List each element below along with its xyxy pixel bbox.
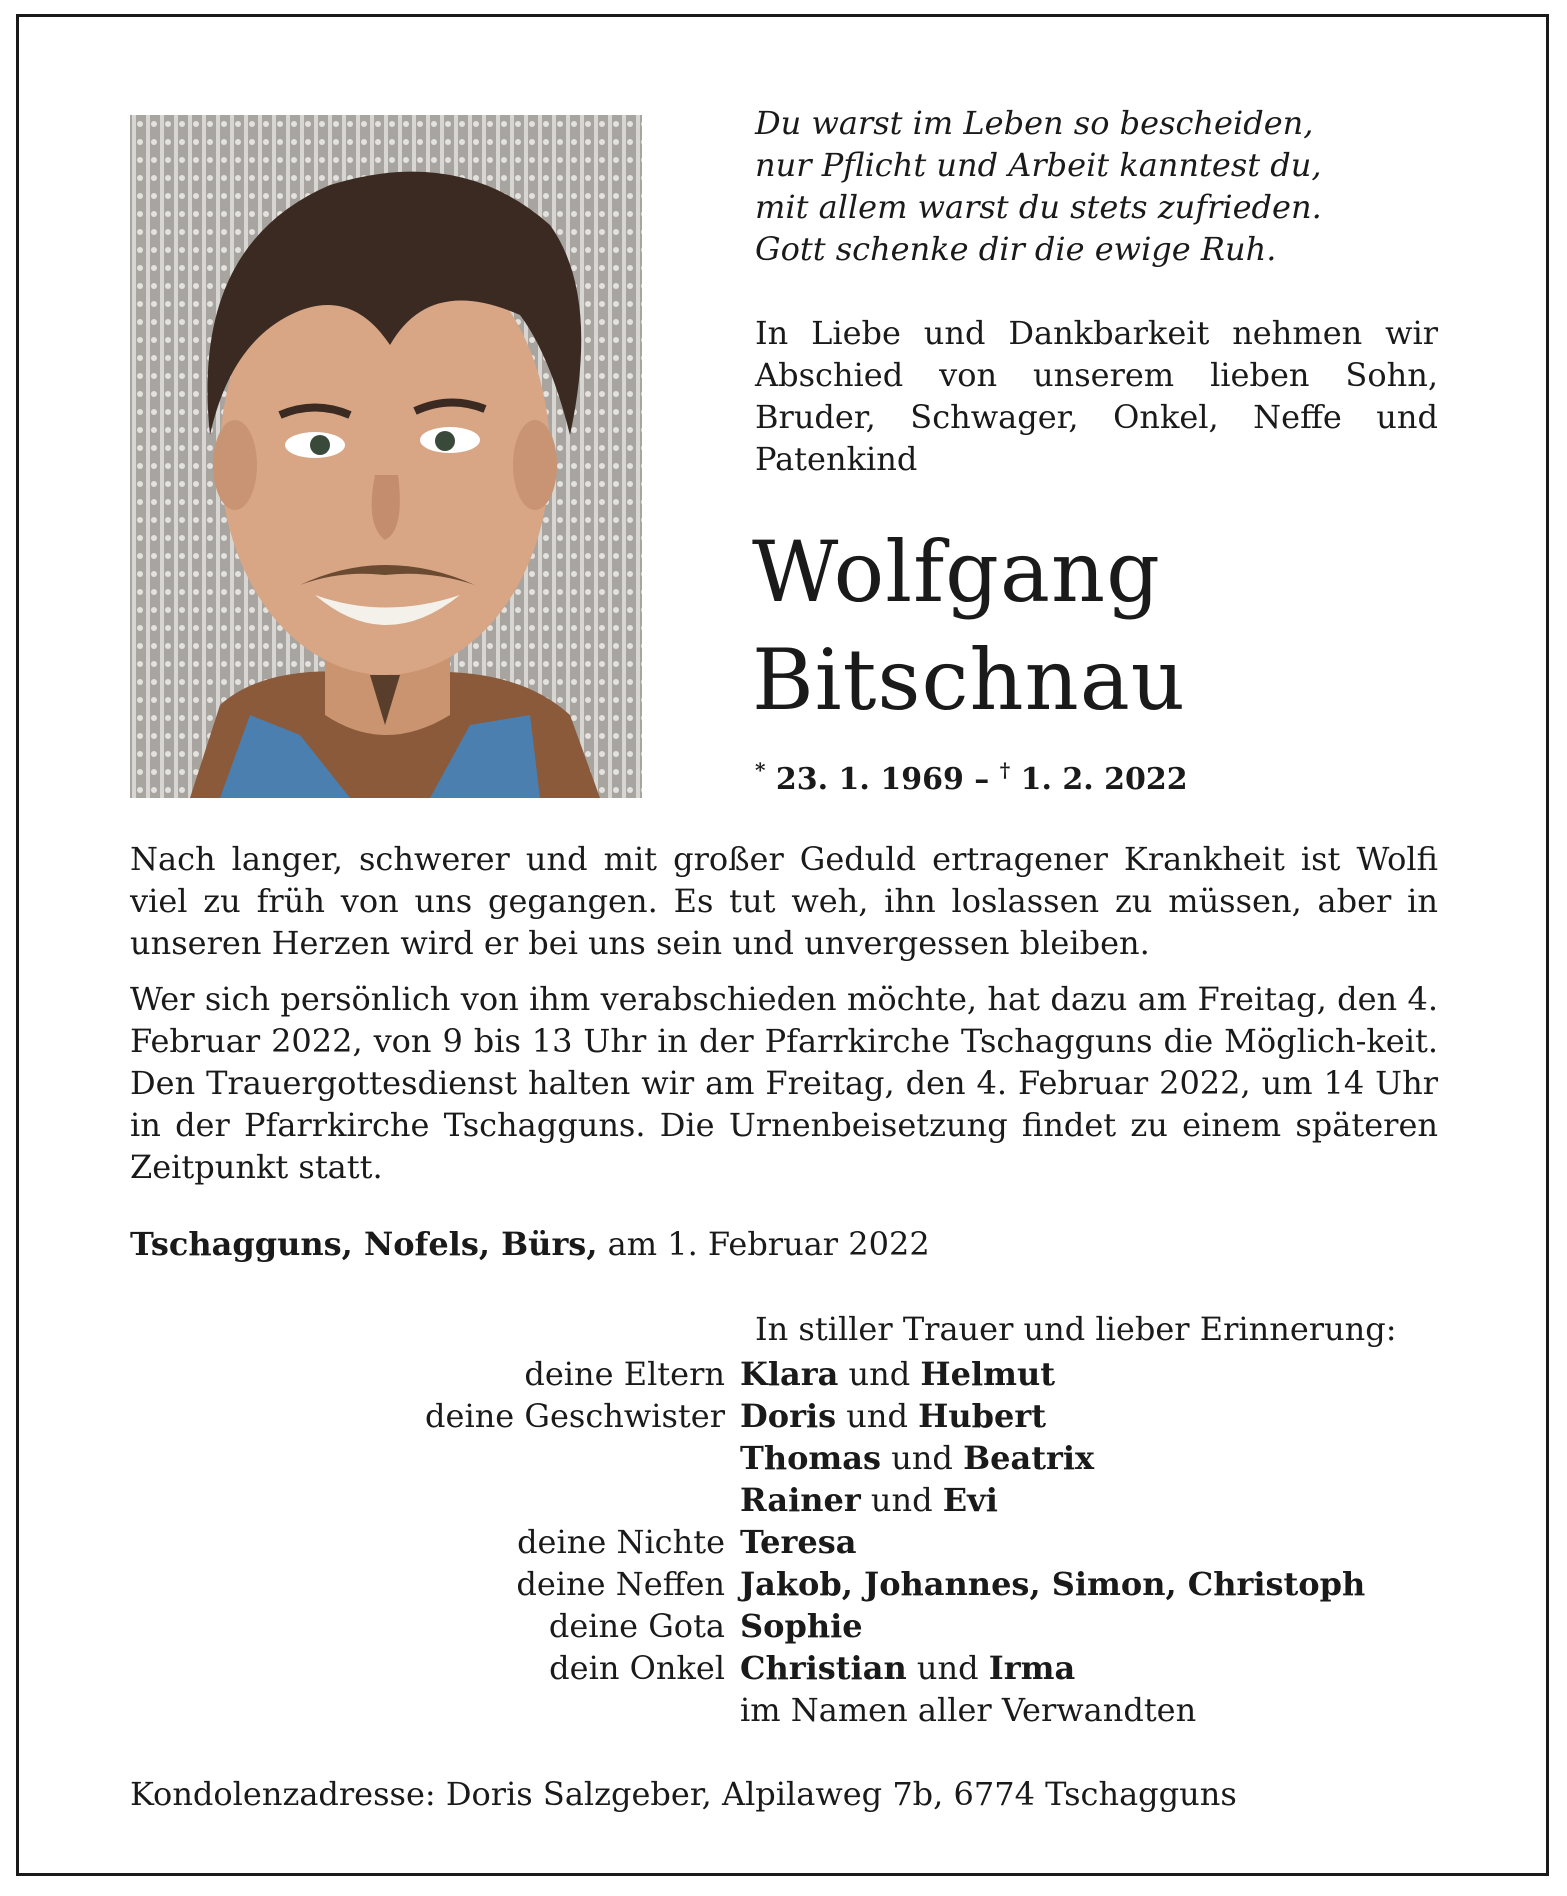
family-names: [740, 1605, 1450, 1647]
family-join: und: [881, 1439, 964, 1477]
family-relation-empty: [300, 1689, 740, 1731]
death-symbol: †: [999, 758, 1011, 782]
family-name: Jakob, Johannes, Simon, Christoph: [740, 1565, 1366, 1603]
family-row: [300, 1605, 1450, 1647]
family-name: Sophie: [740, 1607, 863, 1645]
life-dates: [755, 758, 1188, 797]
family-join: und: [838, 1355, 921, 1393]
condolence-address: Kondolenzadresse: Doris Salzgeber, Alpilaweg 7b, 6774 Tschagguns: [130, 1775, 1237, 1813]
illness-paragraph: Nach langer, schwerer und mit großer Geduld ertragener Krankheit ist Wolfi viel zu früh von uns gegangen. Es tut weh, ihn loslassen zu müssen, aber in unseren Herzen wird er bei uns sein und unvergessen bleiben.: [130, 840, 1438, 962]
family-names: [740, 1479, 1450, 1521]
family-relation: [300, 1437, 740, 1479]
verse-line: mit allem warst du stets zufrieden.: [755, 188, 1322, 226]
first-name: Wolfgang: [752, 523, 1161, 621]
funeral-paragraph: Wer sich persönlich von ihm verabschieden möchte, hat dazu am Freitag, den 4. Februar 2022, von 9 bis 13 Uhr in der Pfarrkirche Tschagguns die Möglich-keit. Den Trauergottesdienst halten wir am Freitag, den 4. Februar 2022, um 14 Uhr in der Pfarrkirche Tschagguns. Die Urnenbeisetzung findet zu einem späteren Zeitpunkt statt.: [130, 980, 1438, 1186]
family-name: Teresa: [740, 1523, 857, 1561]
verse-line: nur Pflicht und Arbeit kanntest du,: [755, 146, 1322, 184]
deceased-name: [752, 518, 1472, 734]
family-row: [300, 1521, 1450, 1563]
family-join: und: [860, 1481, 943, 1519]
family-row: [300, 1689, 1450, 1731]
birth-symbol: *: [755, 758, 766, 782]
family-footer: im Namen aller Verwandten: [740, 1691, 1197, 1729]
family-names: [740, 1521, 1450, 1563]
family-names: [740, 1395, 1450, 1437]
family-join: und: [836, 1397, 919, 1435]
family-relation: deine Eltern: [524, 1355, 725, 1393]
family-name: Beatrix: [963, 1439, 1095, 1477]
family-relation: [300, 1479, 740, 1521]
family-name: Hubert: [918, 1397, 1047, 1435]
place-and-date: [130, 1225, 930, 1263]
family-names: [740, 1437, 1450, 1479]
family-name: Klara: [740, 1355, 839, 1393]
family-name: Thomas: [740, 1439, 882, 1477]
date-separator: –: [963, 762, 1000, 797]
family-row: [300, 1395, 1450, 1437]
family-row: [300, 1353, 1450, 1395]
family-names: [740, 1353, 1450, 1395]
family-join: und: [906, 1649, 989, 1687]
family-name: Evi: [942, 1481, 998, 1519]
family-list: [300, 1353, 1450, 1731]
family-name: Christian: [740, 1649, 907, 1687]
places: Tschagguns, Nofels, Bürs,: [130, 1225, 598, 1263]
death-date: 1. 2. 2022: [1020, 762, 1188, 797]
family-name: Helmut: [920, 1355, 1055, 1393]
family-relation: deine Nichte: [517, 1523, 725, 1561]
last-name: Bitschnau: [752, 631, 1186, 729]
mourning-header: In stiller Trauer und lieber Erinnerung:: [755, 1310, 1397, 1348]
family-row: [300, 1647, 1450, 1689]
farewell-intro: In Liebe und Dankbarkeit nehmen wir Abschied von unserem lieben Sohn, Bruder, Schwager, Onkel, Neffe und Patenkind: [755, 314, 1438, 478]
family-row: [300, 1437, 1450, 1479]
portrait-photo: [130, 115, 642, 798]
family-name: Rainer: [740, 1481, 861, 1519]
family-relation: deine Neffen: [516, 1565, 725, 1603]
family-row: [300, 1479, 1450, 1521]
family-names: [740, 1647, 1450, 1689]
family-names: [740, 1563, 1450, 1605]
notice-date: am 1. Februar 2022: [597, 1225, 930, 1263]
family-relation: deine Geschwister: [425, 1397, 725, 1435]
family-name: Doris: [740, 1397, 837, 1435]
verse-line: Gott schenke dir die ewige Ruh.: [755, 230, 1277, 268]
memorial-verse: [755, 102, 1455, 270]
family-row: [300, 1563, 1450, 1605]
birth-date: 23. 1. 1969: [775, 762, 964, 797]
family-name: Irma: [988, 1649, 1076, 1687]
verse-line: Du warst im Leben so bescheiden,: [755, 104, 1314, 142]
family-relation: deine Gota: [548, 1607, 725, 1645]
family-relation: dein Onkel: [549, 1649, 725, 1687]
